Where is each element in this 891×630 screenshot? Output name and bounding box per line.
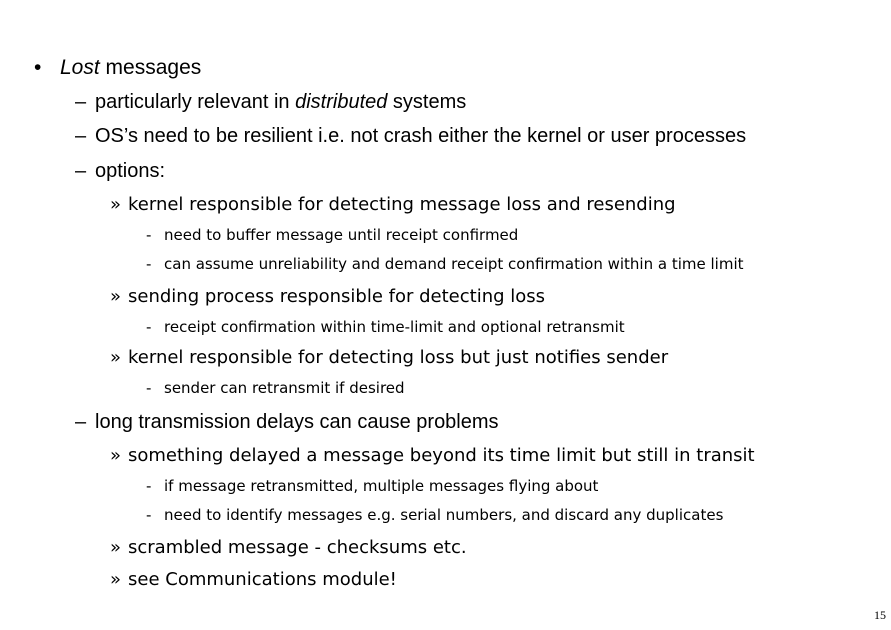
- bullet-marker: -: [146, 506, 152, 524]
- bullet-text: kernel responsible for detecting loss but just notifies sender: [128, 347, 669, 368]
- bullet-text: options:: [95, 160, 166, 182]
- bullet-text: messages: [99, 56, 202, 79]
- bullet-text: see Communications module!: [128, 569, 397, 590]
- page-number: 15: [874, 608, 886, 622]
- bullet-text: need to buffer message until receipt confirmed: [164, 226, 519, 244]
- bullet-level-3: [110, 571, 397, 589]
- bullet-level-3: [110, 539, 467, 557]
- bullet-marker: »: [110, 537, 122, 558]
- bullet-level-4: [146, 381, 405, 396]
- bullet-marker: »: [110, 347, 122, 368]
- bullet-level-3: [110, 288, 545, 306]
- bullet-level-2: [75, 92, 466, 112]
- bullet-marker: –: [75, 91, 87, 113]
- bullet-text-italic: Lost: [60, 56, 100, 79]
- bullet-level-4: [146, 508, 723, 523]
- bullet-marker: –: [75, 411, 87, 433]
- bullet-text: sending process responsible for detecting loss: [128, 286, 546, 307]
- bullet-level-2: [75, 161, 165, 181]
- bullet-level-4: [146, 228, 518, 243]
- bullet-level-3: [110, 196, 676, 214]
- bullet-level-1: [34, 57, 201, 78]
- bullet-text: if message retransmitted, multiple messages flying about: [164, 477, 599, 495]
- bullet-text: particularly relevant in: [95, 91, 296, 113]
- bullet-marker: »: [110, 569, 122, 590]
- bullet-level-3: [110, 447, 755, 465]
- bullet-marker: –: [75, 160, 87, 182]
- bullet-level-2: [75, 126, 746, 146]
- bullet-marker: »: [110, 286, 122, 307]
- bullet-text: receipt confirmation within time-limit and optional retransmit: [164, 318, 625, 336]
- bullet-level-2: [75, 412, 499, 432]
- bullet-text: long transmission delays can cause problems: [95, 411, 499, 433]
- bullet-marker: -: [146, 226, 152, 244]
- bullet-text: OS’s need to be resilient i.e. not crash either the kernel or user processes: [95, 125, 747, 147]
- bullet-text: can assume unreliability and demand receipt confirmation within a time limit: [164, 255, 744, 273]
- bullet-level-4: [146, 479, 598, 494]
- bullet-marker: •: [34, 56, 42, 79]
- bullet-marker: -: [146, 318, 152, 336]
- bullet-marker: -: [146, 477, 152, 495]
- bullet-text: something delayed a message beyond its time limit but still in transit: [128, 445, 755, 466]
- bullet-text: kernel responsible for detecting message loss and resending: [128, 194, 676, 215]
- bullet-marker: –: [75, 125, 87, 147]
- bullet-text-italic: distributed: [295, 91, 388, 113]
- bullet-marker: -: [146, 255, 152, 273]
- bullet-text: scrambled message - checksums etc.: [128, 537, 467, 558]
- bullet-level-3: [110, 349, 668, 367]
- bullet-level-4: [146, 320, 625, 335]
- bullet-marker: -: [146, 379, 152, 397]
- bullet-marker: »: [110, 445, 122, 466]
- bullet-marker: »: [110, 194, 122, 215]
- bullet-text: sender can retransmit if desired: [164, 379, 405, 397]
- bullet-level-4: [146, 257, 744, 272]
- bullet-text: need to identify messages e.g. serial numbers, and discard any duplicates: [164, 506, 724, 524]
- bullet-text: systems: [387, 91, 467, 113]
